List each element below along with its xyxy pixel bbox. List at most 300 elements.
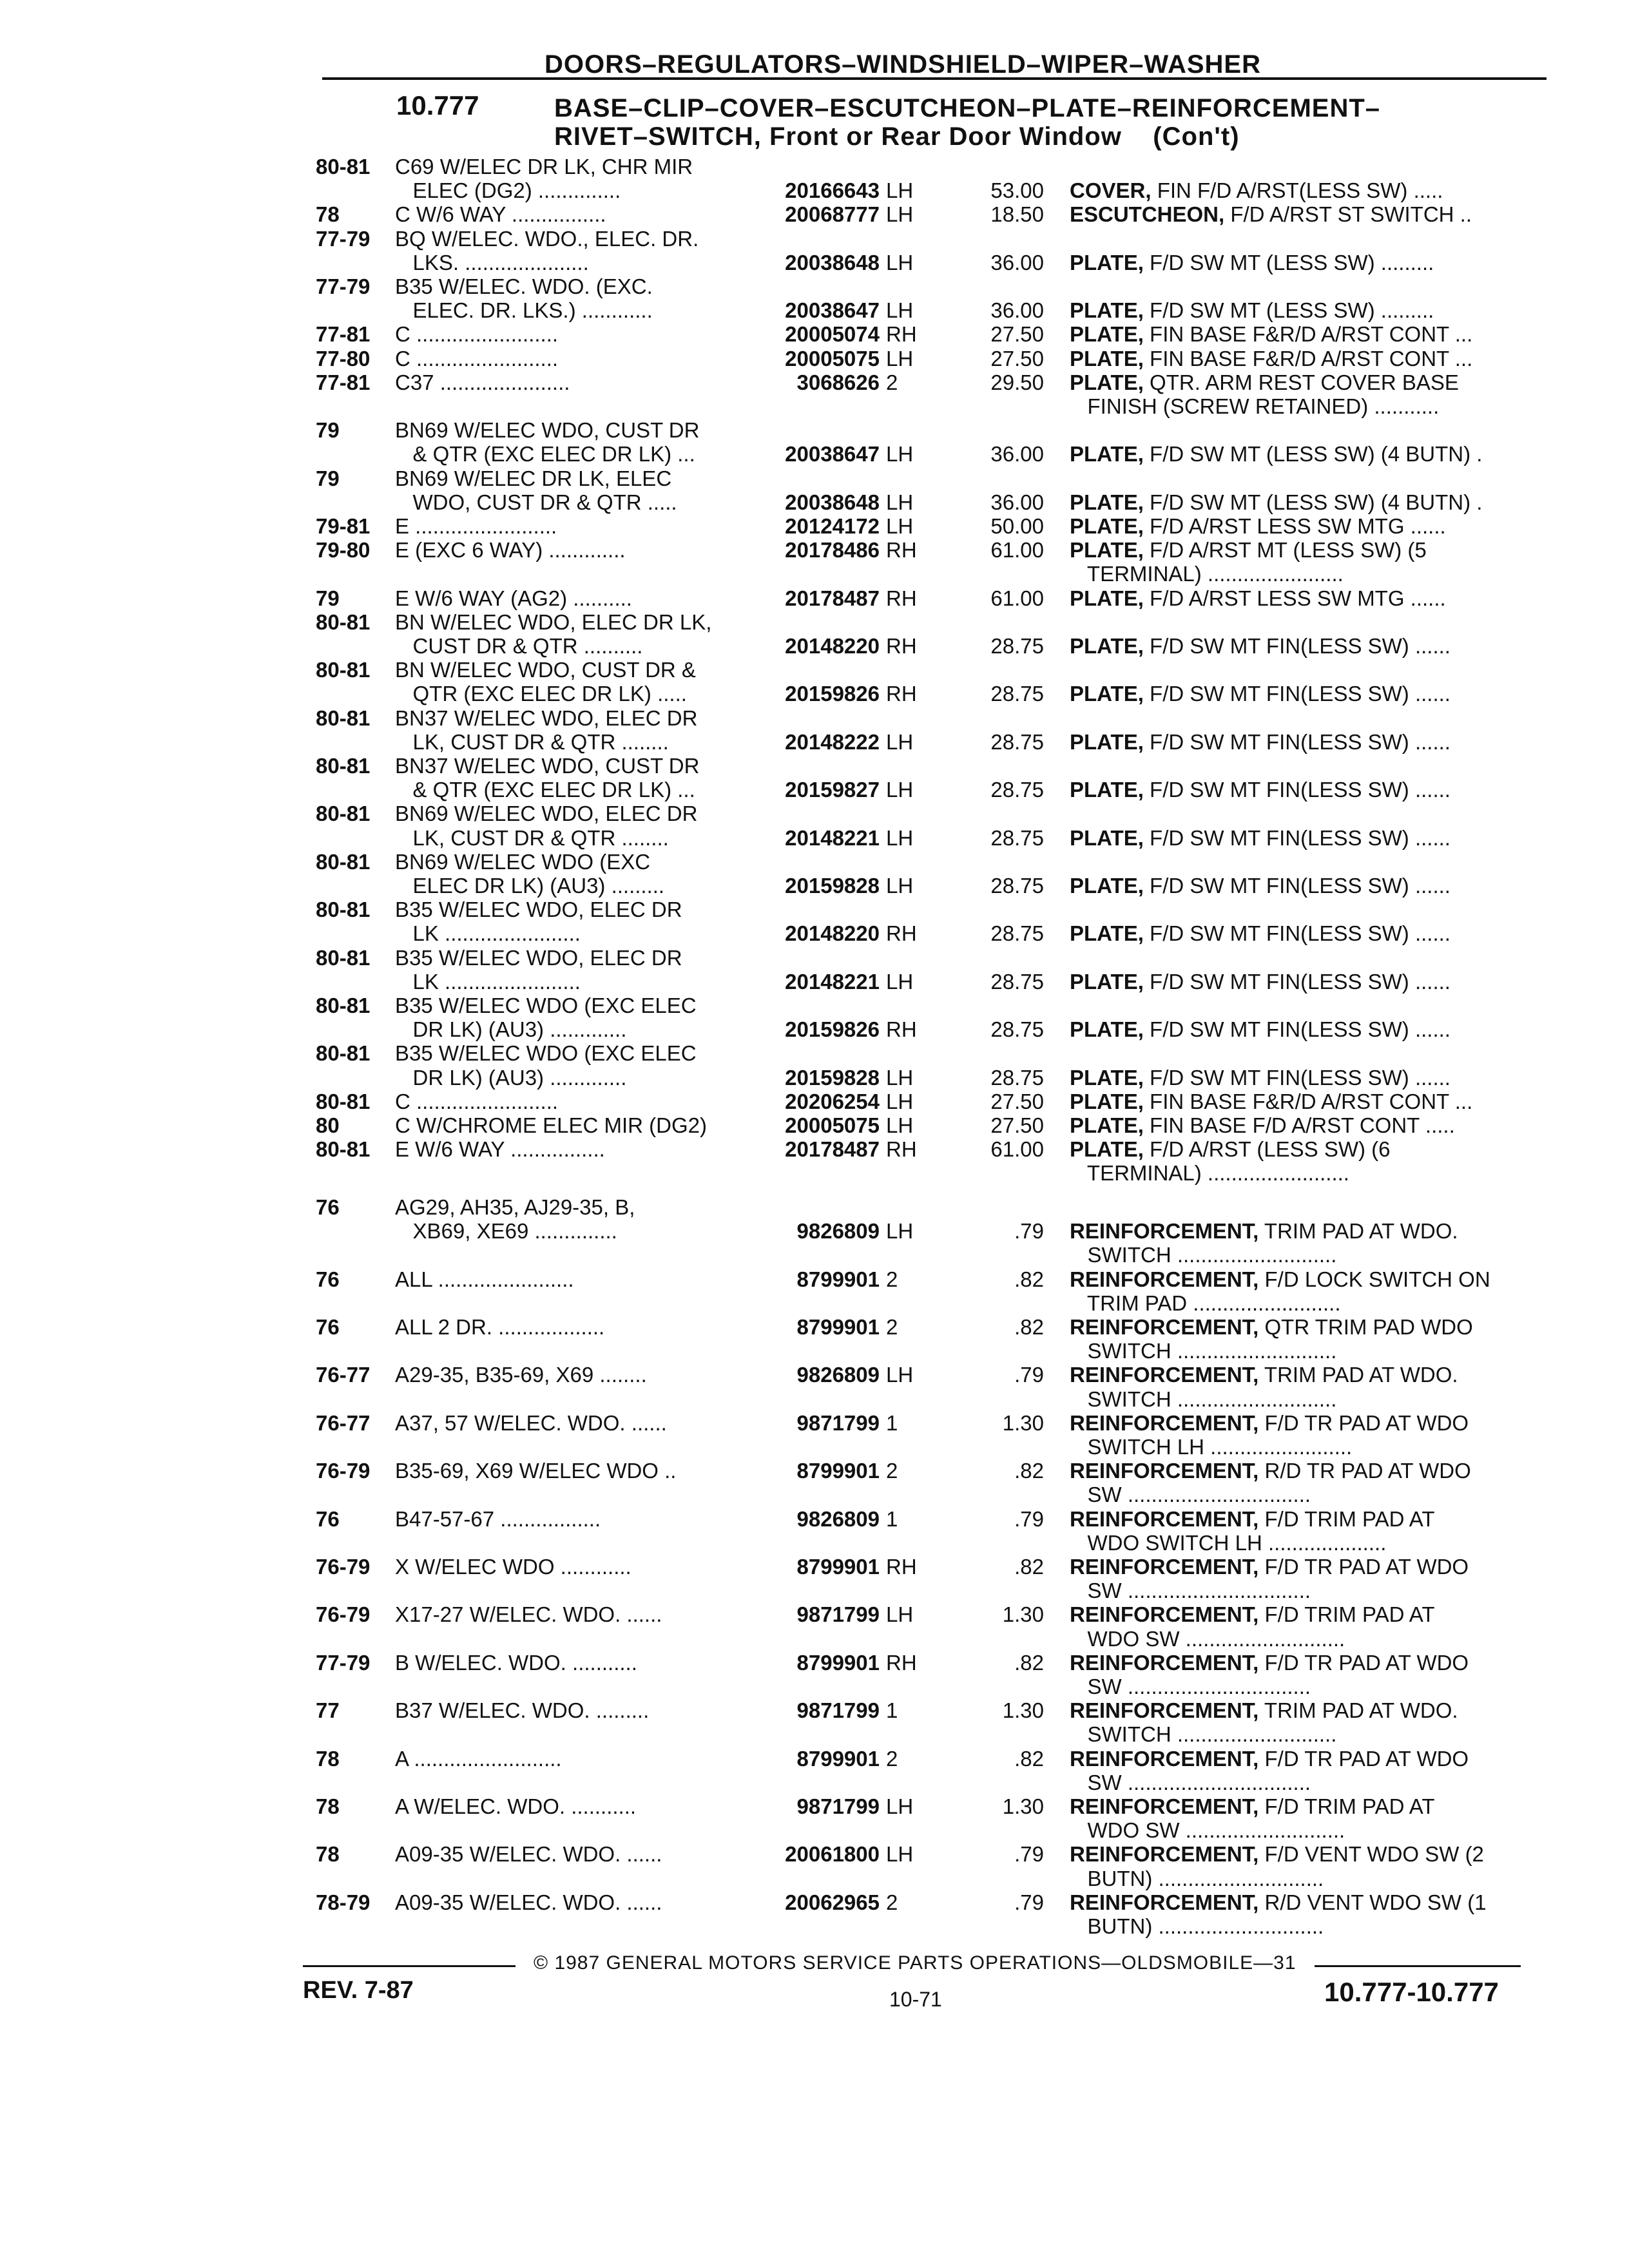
list-price: 28.75 (990, 825, 1044, 850)
part-description (1070, 1017, 1534, 1042)
model-description: A ......................... (395, 1746, 562, 1771)
quantity: RH (886, 322, 917, 347)
model-year: 76 (316, 1267, 340, 1291)
part-detail: SWITCH LH ........................ (1070, 1435, 1353, 1459)
list-price: 61.00 (990, 538, 1044, 562)
part-number: 20124172 (785, 514, 880, 538)
quantity: RH (886, 682, 917, 706)
model-year: 80-81 (316, 849, 371, 874)
model-description: B35 W/ELEC WDO, ELEC DR (395, 945, 682, 970)
model-description: C37 ...................... (395, 370, 570, 394)
list-price: .79 (1014, 1363, 1044, 1387)
header-rule (322, 77, 1547, 80)
model-description: B W/ELEC. WDO. ........... (395, 1650, 637, 1675)
part-number: 20038647 (785, 442, 880, 466)
quantity: LH (886, 178, 914, 203)
part-number: 20166643 (785, 178, 880, 203)
model-year: 77-79 (316, 226, 371, 251)
part-detail: F/D A/RST (LESS SW) (6 (1143, 1137, 1391, 1162)
part-name: PLATE, (1070, 729, 1144, 754)
footer-rule-right (1315, 1965, 1521, 1967)
part-name: REINFORCEMENT, (1070, 1506, 1259, 1531)
model-description: BN37 W/ELEC WDO, CUST DR (395, 754, 700, 778)
footer-rule-left (303, 1965, 516, 1967)
part-description (1070, 322, 1534, 347)
list-price: .82 (1014, 1315, 1044, 1339)
model-year: 80-81 (316, 898, 371, 922)
model-description: A09-35 W/ELEC. WDO. ...... (395, 1890, 662, 1914)
list-price: .82 (1014, 1267, 1044, 1291)
part-detail: F/D A/RST MT (LESS SW) (5 (1143, 538, 1427, 562)
part-number: 20062965 (785, 1890, 880, 1914)
model-description: QTR (EXC ELEC DR LK) ..... (395, 682, 687, 706)
part-name: REINFORCEMENT, (1070, 1842, 1259, 1867)
model-year: 77-79 (316, 1650, 371, 1675)
list-price: .82 (1014, 1459, 1044, 1483)
part-number: 8799901 (796, 1746, 880, 1771)
part-description (1070, 1219, 1534, 1244)
quantity: 2 (886, 1746, 898, 1771)
part-description (1070, 490, 1534, 515)
part-description (1070, 394, 1534, 419)
part-number: 9826809 (796, 1506, 880, 1531)
model-description: E W/6 WAY ................ (395, 1137, 605, 1162)
part-number: 8799901 (796, 1267, 880, 1291)
part-name: PLATE, (1070, 778, 1144, 802)
part-description (1070, 1675, 1534, 1699)
model-year: 80-81 (316, 945, 371, 970)
part-description (1070, 1507, 1534, 1532)
model-year: 80-81 (316, 610, 371, 634)
part-description (1070, 1161, 1534, 1186)
part-name: REINFORCEMENT, (1070, 1794, 1259, 1818)
model-year: 80-81 (316, 994, 371, 1017)
model-description: BN69 W/ELEC WDO (EXC (395, 849, 651, 874)
part-description (1070, 1291, 1534, 1316)
quantity: 2 (886, 1267, 898, 1291)
model-description: AG29, AH35, AJ29-35, B, (395, 1195, 635, 1219)
part-description (1070, 1914, 1534, 1939)
model-description: LK ....................... (395, 969, 581, 994)
part-number: 8799901 (796, 1315, 880, 1339)
part-number: 20148220 (785, 634, 880, 658)
part-description (1070, 1090, 1534, 1114)
part-number: 20038648 (785, 250, 880, 274)
part-number: 20159828 (785, 874, 880, 898)
quantity: LH (886, 825, 914, 850)
part-detail: SW ............................... (1070, 1579, 1311, 1603)
part-detail: F/D VENT WDO SW (2 (1258, 1842, 1484, 1867)
model-description: E ........................ (395, 514, 557, 538)
part-description (1070, 1771, 1534, 1795)
model-description: BQ W/ELEC. WDO., ELEC. DR. (395, 226, 699, 251)
quantity: 2 (886, 1459, 898, 1483)
part-detail: SWITCH ........................... (1070, 1387, 1337, 1411)
quantity: LH (886, 1219, 914, 1244)
model-description: A09-35 W/ELEC. WDO. ...... (395, 1842, 662, 1867)
copyright-notice: © 1987 GENERAL MOTORS SERVICE PARTS OPERATIONS—OLDSMOBILE—31 (534, 1952, 1296, 1974)
part-description (1070, 1363, 1534, 1387)
part-detail: F/D SW MT (LESS SW) (4 BUTN) . (1143, 490, 1483, 514)
model-year: 80-81 (316, 1137, 371, 1162)
list-price: 36.00 (990, 442, 1044, 466)
part-name: REINFORCEMENT, (1070, 1219, 1259, 1244)
list-price: 28.75 (990, 969, 1044, 994)
quantity: LH (886, 1065, 914, 1090)
model-year: 77-81 (316, 370, 371, 394)
model-description: ELEC. DR. LKS.) ............ (395, 298, 653, 323)
part-description (1070, 442, 1534, 466)
part-description (1070, 370, 1534, 395)
model-year: 80-81 (316, 155, 371, 178)
part-description (1070, 682, 1534, 706)
list-price: 27.50 (990, 1113, 1044, 1137)
model-description: BN69 W/ELEC WDO, CUST DR (395, 418, 700, 443)
part-number: 8799901 (796, 1555, 880, 1579)
part-description (1070, 1267, 1534, 1292)
part-description (1070, 1579, 1534, 1603)
part-name: REINFORCEMENT, (1070, 1602, 1259, 1627)
model-description: LK ....................... (395, 921, 581, 946)
part-detail: F/D A/RST LESS SW MTG ...... (1143, 586, 1446, 610)
part-description (1070, 514, 1534, 539)
model-description: BN W/ELEC WDO, ELEC DR LK, (395, 610, 712, 634)
page-number: 10-71 (889, 1988, 942, 2011)
part-description (1070, 1890, 1534, 1915)
model-description: DR LK) (AU3) ............. (395, 1017, 627, 1042)
part-description (1070, 1842, 1534, 1867)
part-number: 20005074 (785, 322, 880, 347)
model-description: B35 W/ELEC WDO, ELEC DR (395, 898, 682, 922)
part-detail: F/D SW MT (LESS SW) (4 BUTN) . (1143, 442, 1483, 466)
model-description: C ........................ (395, 346, 559, 370)
part-number: 3068626 (796, 370, 880, 394)
part-detail: F/D SW MT FIN(LESS SW) ...... (1143, 682, 1451, 706)
part-detail: F/D TRIM PAD AT (1258, 1794, 1435, 1818)
part-number: 20148221 (785, 969, 880, 994)
part-detail: F/D SW MT FIN(LESS SW) ...... (1143, 825, 1451, 850)
model-description: ALL ....................... (395, 1267, 574, 1291)
list-price: 28.75 (990, 729, 1044, 754)
part-description (1070, 586, 1534, 611)
part-detail: F/D TR PAD AT WDO (1258, 1650, 1469, 1675)
list-price: .79 (1014, 1219, 1044, 1244)
part-number: 20206254 (785, 1089, 880, 1113)
quantity: 2 (886, 1315, 898, 1339)
part-name: REINFORCEMENT, (1070, 1315, 1259, 1339)
model-year: 80-81 (316, 1041, 371, 1066)
part-name: PLATE, (1070, 370, 1144, 394)
model-year: 78 (316, 1842, 340, 1867)
list-price: 36.00 (990, 298, 1044, 323)
part-description (1070, 1113, 1534, 1138)
part-description (1070, 538, 1534, 562)
model-description: A W/ELEC. WDO. ........... (395, 1794, 637, 1818)
list-price: 50.00 (990, 514, 1044, 538)
model-description: LKS. ..................... (395, 250, 589, 274)
part-detail: SW ............................... (1070, 1483, 1311, 1507)
quantity: 1 (886, 1698, 898, 1723)
quantity: 1 (886, 1506, 898, 1531)
list-price: .82 (1014, 1650, 1044, 1675)
part-description (1070, 1315, 1534, 1340)
part-description (1070, 1555, 1534, 1579)
part-description (1070, 1531, 1534, 1555)
part-detail: FIN BASE F/D A/RST CONT ..... (1143, 1113, 1455, 1137)
quantity: RH (886, 634, 917, 658)
quantity: LH (886, 778, 914, 802)
list-price: .82 (1014, 1555, 1044, 1579)
part-detail: SW ............................... (1070, 1770, 1311, 1794)
list-price: 1.30 (1002, 1698, 1044, 1723)
part-detail: F/D TR PAD AT WDO (1258, 1555, 1469, 1579)
list-price: .82 (1014, 1746, 1044, 1771)
model-year: 78 (316, 202, 340, 227)
model-description: & QTR (EXC ELEC DR LK) ... (395, 442, 695, 466)
model-description: & QTR (EXC ELEC DR LK) ... (395, 778, 695, 802)
part-number: 9826809 (796, 1363, 880, 1387)
part-name: PLATE, (1070, 969, 1144, 994)
list-price: 28.75 (990, 778, 1044, 802)
part-detail: SWITCH ........................... (1070, 1339, 1337, 1363)
list-price: 28.75 (990, 921, 1044, 946)
part-detail: FIN BASE F&R/D A/RST CONT ... (1143, 346, 1473, 370)
part-number: 8799901 (796, 1459, 880, 1483)
part-name: PLATE, (1070, 921, 1144, 946)
quantity: 2 (886, 1890, 898, 1914)
part-description (1070, 826, 1534, 850)
model-description: ALL 2 DR. .................. (395, 1315, 605, 1339)
part-detail: TERMINAL) ....................... (1070, 562, 1344, 586)
quantity: 1 (886, 1410, 898, 1435)
model-year: 78 (316, 1746, 340, 1771)
quantity: LH (886, 514, 914, 538)
part-detail: WDO SW ........................... (1070, 1626, 1345, 1651)
part-name: PLATE, (1070, 322, 1144, 347)
part-number: 20178487 (785, 586, 880, 610)
list-price: .79 (1014, 1506, 1044, 1531)
model-year: 80-81 (316, 802, 371, 826)
revision-label: REV. 7-87 (303, 1977, 414, 2004)
part-number: 20159828 (785, 1065, 880, 1090)
model-description: E (EXC 6 WAY) ............. (395, 538, 626, 562)
part-detail: F/D SW MT FIN(LESS SW) ...... (1143, 874, 1451, 898)
model-year: 76-79 (316, 1555, 371, 1579)
part-name: PLATE, (1070, 1017, 1144, 1042)
part-name: PLATE, (1070, 490, 1144, 514)
list-price: 29.50 (990, 370, 1044, 394)
quantity: LH (886, 1794, 914, 1818)
part-description (1070, 1698, 1534, 1723)
model-description: B35-69, X69 W/ELEC WDO .. (395, 1459, 677, 1483)
model-description: LK, CUST DR & QTR ........ (395, 729, 669, 754)
part-description (1070, 1435, 1534, 1459)
part-name: PLATE, (1070, 250, 1144, 274)
part-description (1070, 1339, 1534, 1363)
part-description (1070, 1411, 1534, 1436)
part-description (1070, 1483, 1534, 1507)
part-name: REINFORCEMENT, (1070, 1410, 1259, 1435)
part-detail: R/D TR PAD AT WDO (1258, 1459, 1471, 1483)
model-description: C W/CHROME ELEC MIR (DG2) (395, 1113, 708, 1137)
quantity: LH (886, 1602, 914, 1627)
model-year: 79 (316, 466, 340, 490)
part-name: REINFORCEMENT, (1070, 1746, 1259, 1771)
model-year: 78 (316, 1794, 340, 1818)
quantity: LH (886, 1089, 914, 1113)
model-year: 80-81 (316, 658, 371, 682)
list-price: 28.75 (990, 1017, 1044, 1042)
model-description: X W/ELEC WDO ............ (395, 1555, 631, 1579)
quantity: LH (886, 969, 914, 994)
model-description: BN69 W/ELEC DR LK, ELEC (395, 466, 672, 490)
model-description: BN37 W/ELEC WDO, ELEC DR (395, 706, 698, 730)
model-description: CUST DR & QTR .......... (395, 634, 643, 658)
model-year: 79 (316, 586, 340, 610)
part-detail: TRIM PAD AT WDO. (1258, 1363, 1458, 1387)
part-number: 9871799 (796, 1410, 880, 1435)
model-description: C W/6 WAY ................ (395, 202, 606, 227)
model-year: 79 (316, 418, 340, 443)
part-description (1070, 1243, 1534, 1267)
model-year: 76 (316, 1195, 340, 1219)
part-name: PLATE, (1070, 586, 1144, 610)
model-description: B47-57-67 ................. (395, 1506, 601, 1531)
part-description (1070, 562, 1534, 586)
part-detail: F/D LOCK SWITCH ON (1258, 1267, 1490, 1291)
part-name: PLATE, (1070, 825, 1144, 850)
model-year: 80-81 (316, 754, 371, 778)
model-description: B35 W/ELEC WDO (EXC ELEC (395, 994, 697, 1017)
part-description (1070, 347, 1534, 371)
model-year: 79-80 (316, 538, 371, 562)
part-detail: BUTN) ............................ (1070, 1866, 1324, 1890)
quantity: 2 (886, 370, 898, 394)
model-year: 76 (316, 1506, 340, 1531)
part-name: PLATE, (1070, 634, 1144, 658)
part-number: 9871799 (796, 1602, 880, 1627)
part-name: REINFORCEMENT, (1070, 1650, 1259, 1675)
model-year: 77-81 (316, 322, 371, 347)
part-number: 20178486 (785, 538, 880, 562)
list-price: 1.30 (1002, 1794, 1044, 1818)
section-range: 10.777-10.777 (1324, 1977, 1499, 2007)
part-description (1070, 1602, 1534, 1627)
part-detail: F/D TR PAD AT WDO (1258, 1410, 1469, 1435)
part-description (1070, 251, 1534, 275)
part-detail: WDO SWITCH LH .................... (1070, 1530, 1387, 1555)
part-description (1070, 1137, 1534, 1162)
part-detail: F/D SW MT FIN(LESS SW) ...... (1143, 729, 1451, 754)
part-detail: TRIM PAD ......................... (1070, 1291, 1341, 1315)
part-detail: WDO SW ........................... (1070, 1818, 1345, 1843)
part-name: PLATE, (1070, 538, 1144, 562)
part-detail: TERMINAL) ........................ (1070, 1161, 1349, 1186)
part-name: ESCUTCHEON, (1070, 202, 1225, 227)
part-description (1070, 730, 1534, 754)
model-year: 76-79 (316, 1459, 371, 1483)
model-year: 79-81 (316, 514, 371, 538)
part-number: 20005075 (785, 1113, 880, 1137)
part-description (1070, 1722, 1534, 1747)
list-price: 1.30 (1002, 1602, 1044, 1627)
quantity: LH (886, 298, 914, 323)
part-detail: F/D TRIM PAD AT (1258, 1506, 1435, 1531)
quantity: RH (886, 586, 917, 610)
part-name: PLATE, (1070, 682, 1144, 706)
part-detail: SW ............................... (1070, 1675, 1311, 1698)
list-price: 36.00 (990, 250, 1044, 274)
page-header-title: DOORS–REGULATORS–WINDSHIELD–WIPER–WASHER (545, 50, 1261, 79)
part-name: PLATE, (1070, 1065, 1144, 1090)
model-year: 77 (316, 1698, 340, 1723)
part-number: 20148222 (785, 729, 880, 754)
model-year: 77-79 (316, 274, 371, 298)
part-detail: F/D SW MT FIN(LESS SW) ...... (1143, 1065, 1451, 1090)
model-year: 77-80 (316, 346, 371, 370)
list-price: 28.75 (990, 1065, 1044, 1090)
part-detail: F/D TR PAD AT WDO (1258, 1746, 1469, 1771)
quantity: RH (886, 1555, 917, 1579)
list-price: 53.00 (990, 178, 1044, 203)
part-detail: QTR TRIM PAD WDO (1258, 1315, 1473, 1339)
part-detail: F/D SW MT FIN(LESS SW) ...... (1143, 921, 1451, 946)
part-description (1070, 874, 1534, 898)
quantity: LH (886, 442, 914, 466)
part-name: PLATE, (1070, 1113, 1144, 1137)
part-name: PLATE, (1070, 442, 1144, 466)
part-detail: F/D SW MT (LESS SW) ......... (1143, 250, 1434, 274)
quantity: LH (886, 729, 914, 754)
section-number: 10.777 (396, 90, 479, 120)
part-number: 9871799 (796, 1794, 880, 1818)
part-description (1070, 1627, 1534, 1651)
part-name: PLATE, (1070, 1137, 1144, 1162)
model-description: BN W/ELEC WDO, CUST DR & (395, 658, 696, 682)
model-year: 80-81 (316, 1089, 371, 1113)
part-detail: F/D SW MT FIN(LESS SW) ...... (1143, 969, 1451, 994)
part-number: 20159827 (785, 778, 880, 802)
part-detail: F/D TRIM PAD AT (1258, 1602, 1435, 1627)
part-number: 20148221 (785, 825, 880, 850)
part-number: 20178487 (785, 1137, 880, 1162)
part-description (1070, 178, 1534, 203)
part-detail: FINISH (SCREW RETAINED) ........... (1070, 394, 1440, 418)
part-detail: F/D SW MT (LESS SW) ......... (1143, 298, 1434, 323)
list-price: 1.30 (1002, 1410, 1044, 1435)
model-year: 76-77 (316, 1363, 371, 1387)
part-name: REINFORCEMENT, (1070, 1459, 1259, 1483)
part-name: PLATE, (1070, 298, 1144, 323)
quantity: LH (886, 1363, 914, 1387)
quantity: RH (886, 1650, 917, 1675)
model-year: 76-79 (316, 1602, 371, 1627)
part-name: REINFORCEMENT, (1070, 1890, 1259, 1914)
model-description: B35 W/ELEC WDO (EXC ELEC (395, 1041, 697, 1066)
part-number: 20159826 (785, 1017, 880, 1042)
part-description (1070, 1867, 1534, 1891)
part-name: REINFORCEMENT, (1070, 1698, 1259, 1723)
model-description: B35 W/ELEC. WDO. (EXC. (395, 274, 653, 298)
quantity: LH (886, 874, 914, 898)
quantity: RH (886, 1137, 917, 1162)
part-name: PLATE, (1070, 346, 1144, 370)
part-detail: F/D A/RST LESS SW MTG ...... (1143, 514, 1446, 538)
part-description (1070, 1651, 1534, 1675)
quantity: RH (886, 921, 917, 946)
list-price: 28.75 (990, 874, 1044, 898)
quantity: LH (886, 250, 914, 274)
